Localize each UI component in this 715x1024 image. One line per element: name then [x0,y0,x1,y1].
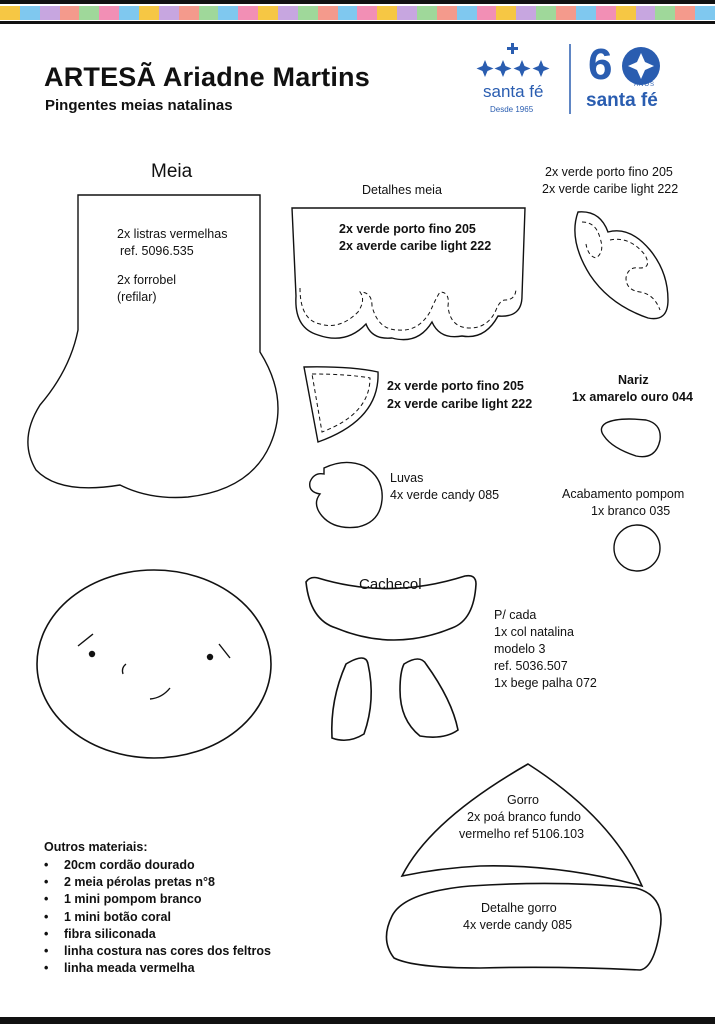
cachecol-line4: ref. 5036.507 [494,659,568,673]
meia-title: Meia [151,161,193,182]
mitten-shape [310,462,382,527]
nariz-line1: 1x amarelo ouro 044 [572,390,693,404]
scarf-shape [306,576,476,741]
face-shape [37,570,271,758]
santa-fe-crown-icon [477,43,550,77]
list-item: • 2 meia pérolas pretas n°8 [44,874,271,891]
list-item: • 1 mini pompom branco [44,891,271,908]
gorro-line2: vermelho ref 5106.103 [459,827,585,841]
pompom-line1: 1x branco 035 [591,504,671,518]
detalhes-meia-line2: 2x averde caribe light 222 [339,239,492,253]
materials-list [44,857,271,977]
list-item: • linha meada vermelha [44,960,271,977]
detalhes-meia-title: Detalhes meia [362,183,442,197]
nose-shape [601,419,660,457]
santa-fe-since-text: Desde 1965 [490,105,534,114]
list-item: • 20cm cordão dourado [44,857,271,874]
cachecol-line3: modelo 3 [494,642,546,656]
meia-line3: 2x forrobel [117,273,177,287]
detalhe-gorro-line1: 4x verde candy 085 [463,918,573,932]
nariz-title: Nariz [618,373,649,387]
pompom-title: Acabamento pompom [562,487,685,501]
page-title: ARTESÃ Ariadne Martins [44,62,370,92]
pompom-shape [614,525,660,571]
list-item: • fibra siliconada [44,926,271,943]
stocking-toe-detail-shape [304,367,378,442]
anos-text: ANOS [634,82,656,88]
toe-detail-line2: 2x verde caribe light 222 [387,397,533,411]
sixty-digit-six: 6 [588,40,613,89]
santa-fe-badge-text: santa fé [586,90,658,111]
santa-fe-logo-text: santa fé [483,82,544,101]
list-item: • linha costura nas cores dos feltros [44,943,271,960]
detalhe-gorro-title: Detalhe gorro [481,901,557,915]
page-subtitle: Pingentes meias natalinas [45,97,233,114]
materials-title: Outros materiais: [44,840,148,854]
gorro-line1: 2x poá branco fundo [467,810,581,824]
cachecol-line1: P/ cada [494,608,537,622]
stocking-heel-detail-shape [575,212,668,319]
detalhes-meia-line1: 2x verde porto fino 205 [339,222,476,236]
meia-line4: (refilar) [117,290,157,304]
luvas-title: Luvas [390,471,424,485]
list-item: • 1 mini botão coral [44,909,271,926]
meia-line2: ref. 5096.535 [120,244,194,258]
heel-detail-line1: 2x verde porto fino 205 [545,165,673,179]
cachecol-line5: 1x bege palha 072 [494,676,597,690]
meia-line1: 2x listras vermelhas [117,227,228,241]
luvas-line1: 4x verde candy 085 [390,488,500,502]
heel-detail-line2: 2x verde caribe light 222 [542,182,679,196]
bottom-bar [0,1017,715,1024]
gorro-title: Gorro [507,793,539,807]
toe-detail-line1: 2x verde porto fino 205 [387,379,524,393]
cachecol-title: Cachecol [359,576,422,593]
cachecol-line2: 1x col natalina [494,625,574,639]
